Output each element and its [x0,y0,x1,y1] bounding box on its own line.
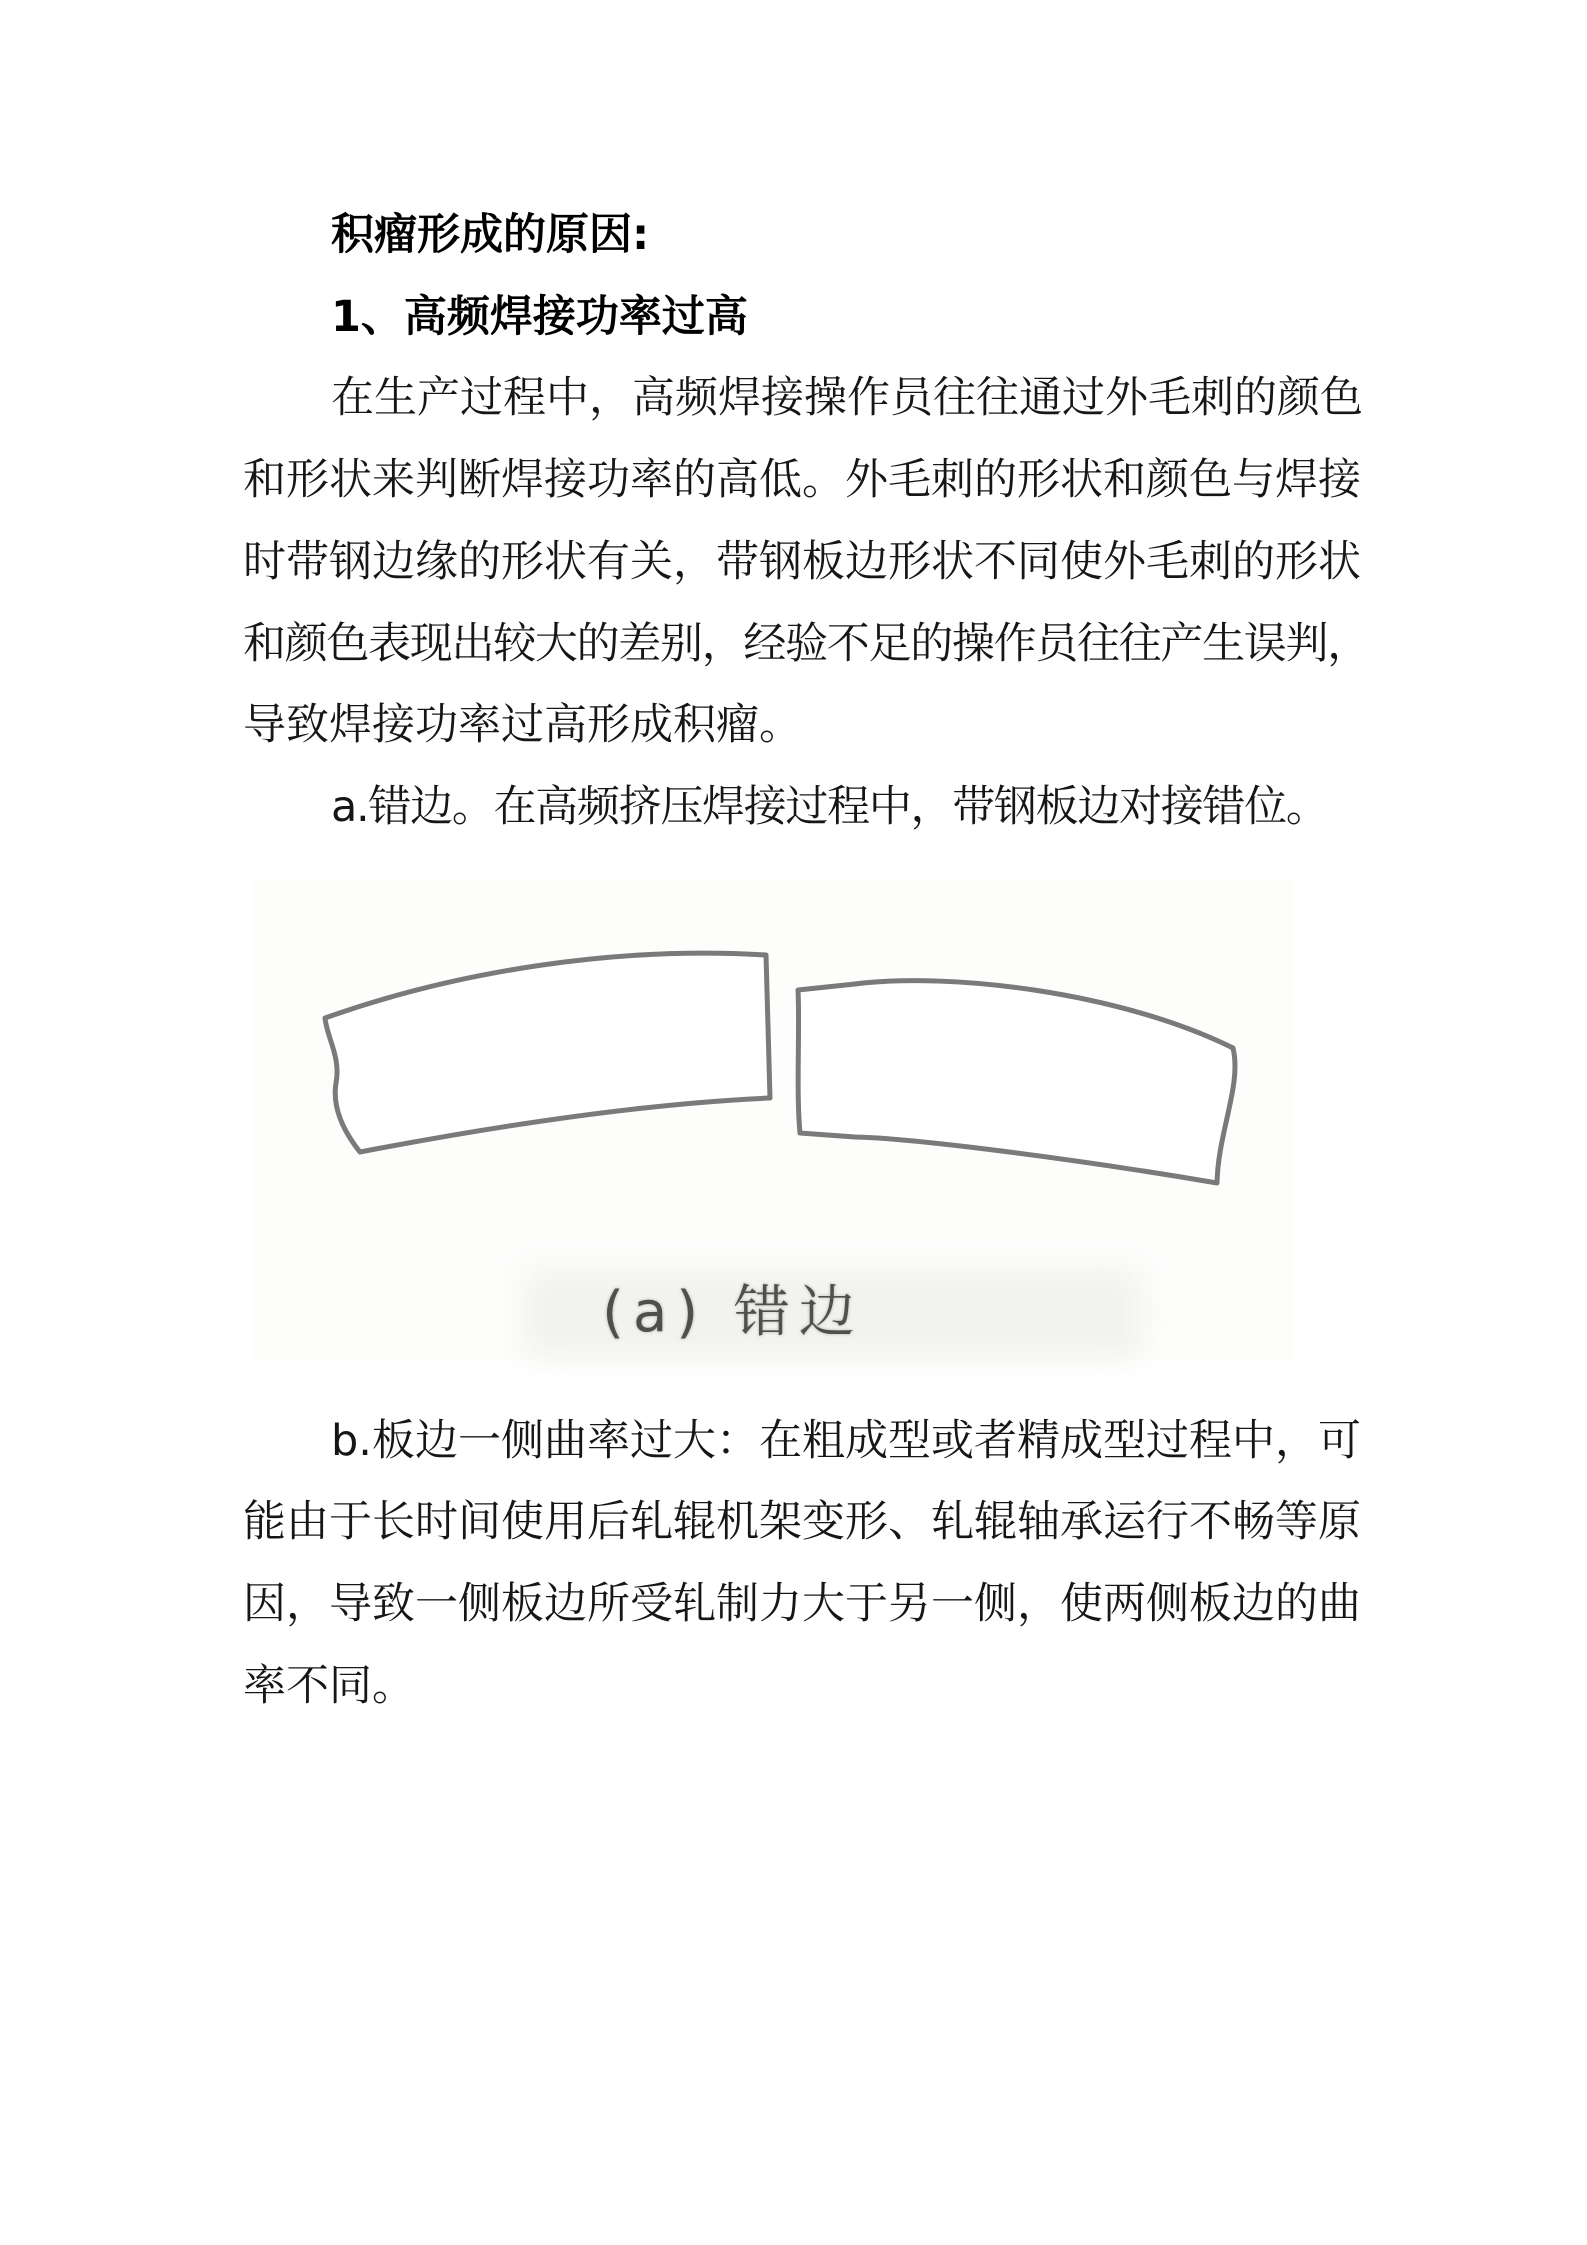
paragraph-line: 因，导致一侧板边所受轧制力大于另一侧，使两侧板边的曲 [243,1579,1361,1630]
figure-misaligned-edges [253,880,1293,1360]
paragraph-line: 时带钢边缘的形状有关，带钢板边形状不同使外毛刺的形状 [243,536,1361,587]
document-content [243,195,1369,1727]
paragraph-line: 和颜色表现出较大的差别，经验不足的操作员往往产生误判， [243,618,1369,669]
paragraph-line: 在生产过程中，高频焊接操作员往往通过外毛刺的颜色 [331,373,1363,424]
item-a-line: a.错边。在高频挤压焊接过程中，带钢板边对接错位。 [331,781,1328,832]
subheading: 1、高频焊接功率过高 [331,291,748,342]
heading: 积瘤形成的原因: [331,210,650,260]
paragraph-line: 和形状来判断焊接功率的高低。外毛刺的形状和颜色与焊接 [243,455,1361,506]
figure-caption: (a) 错边 [602,1279,864,1345]
paragraph-1 [243,358,1369,767]
misaligned-plates-drawing [270,880,1260,1270]
paragraph-b [243,1401,1361,1728]
paragraph-line: 率不同。 [243,1660,415,1711]
paragraph-line: 能由于长时间使用后轧辊机架变形、轧辊轴承运行不畅等原 [243,1497,1361,1548]
left-plate-shape [325,953,770,1152]
paragraph-line: b.板边一侧曲率过大：在粗成型或者精成型过程中，可 [331,1415,1361,1466]
paragraph-line: 导致焊接功率过高形成积瘤。 [243,700,802,751]
right-plate-shape [798,980,1235,1182]
